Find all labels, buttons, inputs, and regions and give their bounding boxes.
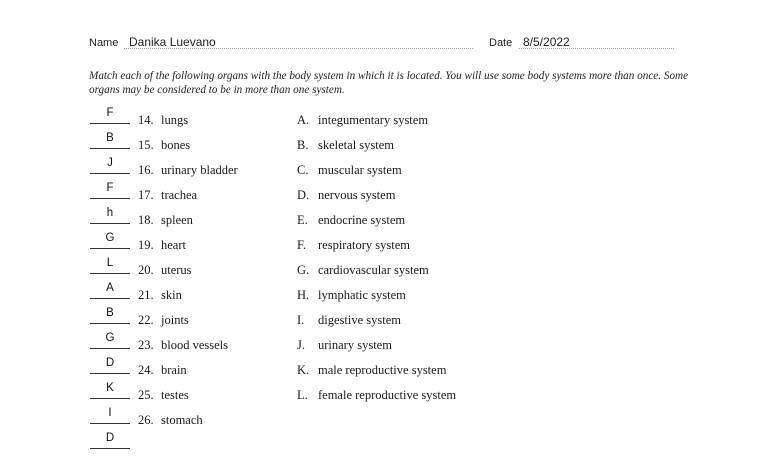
answer-field[interactable]: D xyxy=(90,357,130,374)
organ-label: joints xyxy=(161,313,189,327)
question-number: 25. xyxy=(138,388,154,402)
answer-field[interactable]: A xyxy=(90,282,130,299)
system-name: digestive system xyxy=(318,313,401,327)
system-option xyxy=(0,182,784,207)
system-letter: C. xyxy=(297,163,309,177)
organ-label: spleen xyxy=(161,213,193,227)
system-option xyxy=(0,382,784,407)
system-letter: G. xyxy=(297,263,310,277)
system-name: male reproductive system xyxy=(318,363,447,377)
organ-label: stomach xyxy=(161,413,203,427)
answer-field[interactable]: B xyxy=(90,307,130,324)
system-letter: B. xyxy=(297,138,309,152)
name-underline xyxy=(124,48,473,49)
system-option xyxy=(0,132,784,157)
question-number: 15. xyxy=(138,138,154,152)
question-row xyxy=(0,407,784,432)
question-number: 18. xyxy=(138,213,154,227)
answer-field[interactable]: L xyxy=(90,257,130,274)
system-letter: F. xyxy=(297,238,307,252)
system-letter: L. xyxy=(297,388,308,402)
date-underline xyxy=(519,48,674,49)
system-option xyxy=(0,207,784,232)
answer-field[interactable]: G xyxy=(90,332,130,349)
answer-field[interactable]: F xyxy=(90,182,130,199)
system-name: respiratory system xyxy=(318,238,410,252)
organ-label: bones xyxy=(161,138,191,152)
system-letter: J. xyxy=(297,338,305,352)
answer-field[interactable]: G xyxy=(90,232,130,249)
question-number: 21. xyxy=(138,288,154,302)
system-name: muscular system xyxy=(318,163,402,177)
question-number: 26. xyxy=(138,413,154,427)
system-option xyxy=(0,307,784,332)
system-letter: E. xyxy=(297,213,308,227)
system-name: integumentary system xyxy=(318,113,429,127)
question-number: 23. xyxy=(138,338,154,352)
question-row xyxy=(0,432,784,457)
organ-label: lungs xyxy=(161,113,189,127)
system-name: lymphatic system xyxy=(318,288,406,302)
organ-label: uterus xyxy=(161,263,192,277)
system-letter: K. xyxy=(297,363,310,377)
system-name: endocrine system xyxy=(318,213,406,227)
organ-label: trachea xyxy=(161,188,198,202)
organ-label: urinary bladder xyxy=(161,163,238,177)
system-name: skeletal system xyxy=(318,138,395,152)
answer-field[interactable]: I xyxy=(90,407,130,424)
organ-label: heart xyxy=(161,238,186,252)
system-letter: D. xyxy=(297,188,310,202)
system-name: nervous system xyxy=(318,188,396,202)
system-letter: H. xyxy=(297,288,310,302)
organ-label: blood vessels xyxy=(161,338,229,352)
question-number: 19. xyxy=(138,238,154,252)
date-label: Date xyxy=(489,37,513,49)
system-option xyxy=(0,257,784,282)
system-letter: A. xyxy=(297,113,310,127)
answer-field[interactable]: K xyxy=(90,382,130,399)
system-option xyxy=(0,282,784,307)
system-letter: I. xyxy=(297,313,305,327)
organ-label: brain xyxy=(161,363,187,377)
question-number: 24. xyxy=(138,363,154,377)
organ-label: testes xyxy=(161,388,189,402)
answer-field[interactable]: J xyxy=(90,157,130,174)
question-number: 22. xyxy=(138,313,154,327)
system-option xyxy=(0,332,784,357)
name-label: Name xyxy=(89,37,119,49)
name-field[interactable]: Danika Luevano xyxy=(129,35,216,49)
question-number: 16. xyxy=(138,163,154,177)
question-number: 14. xyxy=(138,113,154,127)
system-name: cardiovascular system xyxy=(318,263,429,277)
system-option xyxy=(0,107,784,132)
answer-field[interactable]: F xyxy=(90,107,130,124)
question-number: 17. xyxy=(138,188,154,202)
system-option xyxy=(0,157,784,182)
answer-field[interactable]: h xyxy=(90,207,130,224)
date-field[interactable]: 8/5/2022 xyxy=(523,35,570,49)
organ-label: skin xyxy=(161,288,182,302)
answer-field[interactable]: B xyxy=(90,132,130,149)
system-name: urinary system xyxy=(318,338,392,352)
system-name: female reproductive system xyxy=(318,388,457,402)
question-number: 20. xyxy=(138,263,154,277)
system-option xyxy=(0,232,784,257)
system-option xyxy=(0,357,784,382)
instructions: Match each of the following organs with the body system in which it is located. You will use some body systems more than once. Some organs may be considered to be in more than one system. xyxy=(89,70,689,96)
answer-field[interactable]: D xyxy=(90,432,130,449)
